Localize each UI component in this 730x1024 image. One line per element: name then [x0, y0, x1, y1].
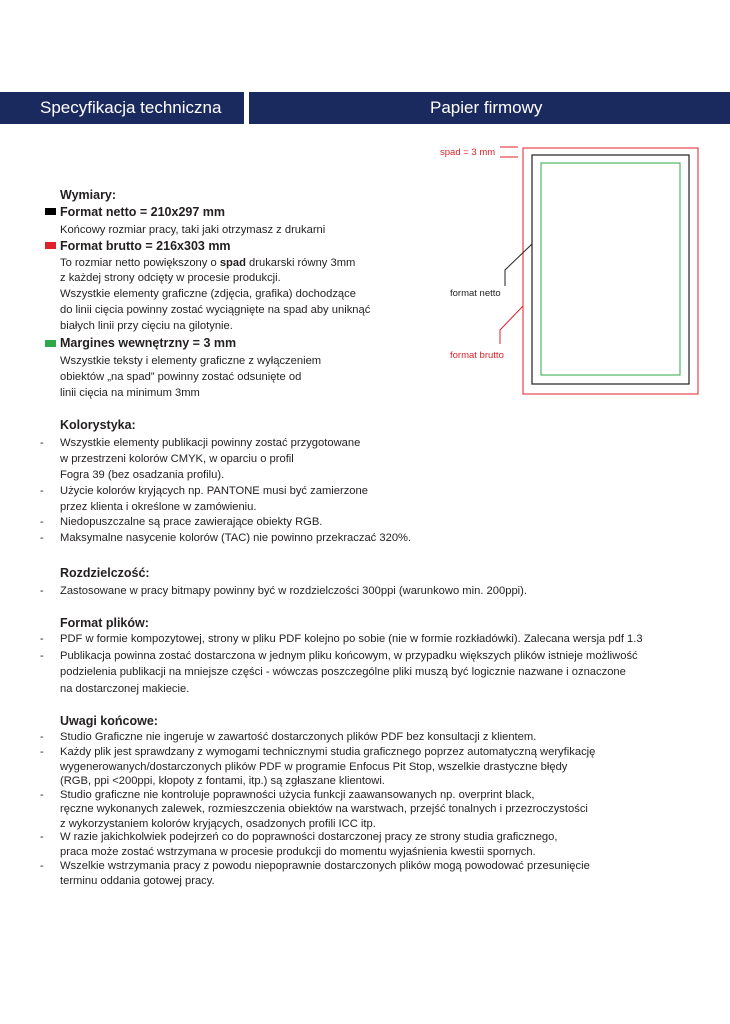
brutto-frame — [523, 148, 698, 394]
final-notes-heading: Uwagi końcowe: — [60, 714, 158, 728]
colors-heading: Kolorystyka: — [60, 418, 136, 432]
bullet: - — [40, 633, 44, 645]
file-format-item-2-line-3: na dostarczonej makiecie. — [60, 683, 190, 695]
netto-frame — [532, 155, 689, 384]
final-notes-item-3-line-3: z wykorzystaniem kolorów kryjących, osadzonych profili ICC itp. — [60, 818, 376, 830]
brutto-line-4: do linii cięcia powinny zostać wyciągnięte na spad aby uniknąć — [60, 304, 371, 316]
bullet: - — [40, 831, 44, 843]
file-format-item-2-line-1: Publikacja powinna zostać dostarczona w jednym pliku końcowym, w przypadku większych plików istnieje możliwość — [60, 650, 638, 662]
final-notes-item-3-line-2: ręczne wykonanych zalewek, rozmieszczenia obiektów na warstwach, przejść tonalnych i przezroczystości — [60, 803, 588, 815]
margin-title: Margines wewnętrzny = 3 mm — [60, 336, 237, 350]
final-notes-item-2-line-3: (RGB, ppi <200ppi, kłopoty z fontami, itp.) są zgłaszane klientowi. — [60, 775, 385, 787]
product-title: Papier firmowy — [430, 98, 543, 117]
margin-line-2: obiektów „na spad” powinny zostać odsunięte od — [60, 371, 302, 383]
final-notes-item-4-line-1: W razie jakichkolwiek podejrzeń co do poprawności dostarczonej pracy ze strony studia graficznego, — [60, 831, 558, 843]
margin-swatch — [45, 340, 56, 347]
spad-label: spad = 3 mm — [440, 147, 496, 158]
bullet: - — [40, 532, 44, 544]
brutto-pointer — [500, 306, 523, 344]
netto-swatch — [45, 208, 56, 215]
brutto-title: Format brutto = 216x303 mm — [60, 239, 231, 253]
colors-item-1-line-1: Wszystkie elementy publikacji powinny zostać przygotowane — [60, 437, 361, 449]
colors-item-2-line-1: Użycie kolorów kryjących np. PANTONE musi być zamierzone — [60, 485, 368, 497]
file-format-item-1: PDF w formie kompozytowej, strony w pliku PDF kolejno po sobie (nie w formie rozkładówki). Zalecana wersja pdf 1.3 — [60, 633, 643, 645]
bullet: - — [40, 437, 44, 449]
final-notes-item-3-line-1: Studio graficzne nie kontroluje poprawności użycia funkcji zaawansowanych np. overprint black, — [60, 789, 535, 801]
file-format-item-2-line-2: podzielenia publikacji na mniejsze części - wówczas poszczególne pliki muszą być logicznie nazwane i oznaczone — [60, 666, 626, 678]
netto-label: format netto — [450, 288, 501, 299]
final-notes-item-5-line-1: Wszelkie wstrzymania pracy z powodu niepoprawnie dostarczonych plików mogą powodować przesunięcie — [60, 860, 590, 872]
colors-item-3: Niedopuszczalne są prace zawierające obiekty RGB. — [60, 516, 323, 528]
colors-item-1-line-3: Fogra 39 (bez osadzania profilu). — [60, 469, 225, 481]
brutto-line-2: z każdej strony odcięty w procesie produkcji. — [60, 272, 281, 284]
bullet: - — [40, 650, 44, 662]
spad-term: spad — [219, 257, 246, 269]
colors-item-4: Maksymalne nasycenie kolorów (TAC) nie powinno przekraczać 320%. — [60, 532, 412, 544]
bullet: - — [40, 860, 44, 872]
dimensions-heading: Wymiary: — [60, 188, 117, 202]
netto-pointer — [505, 244, 532, 286]
margin-frame — [541, 163, 680, 375]
brutto-swatch — [45, 242, 56, 249]
brutto-line-3: Wszystkie elementy graficzne (zdjęcia, grafika) dochodzące — [60, 288, 356, 300]
margin-line-3: linii cięcia na minimum 3mm — [60, 387, 200, 399]
resolution-item-1: Zastosowane w pracy bitmapy powinny być w rozdzielczości 300ppi (warunkowo min. 200ppi). — [60, 585, 527, 597]
bullet: - — [40, 585, 44, 597]
netto-description: Końcowy rozmiar pracy, taki jaki otrzymasz z drukarni — [60, 224, 326, 236]
colors-item-1-line-2: w przestrzeni kolorów CMYK, w oparciu o profil — [60, 453, 294, 465]
netto-title: Format netto = 210x297 mm — [60, 205, 225, 219]
brutto-label: format brutto — [450, 350, 504, 361]
final-notes-item-1: Studio Graficzne nie ingeruje w zawartość dostarczonych plików PDF bez konsultacji z klientem. — [60, 731, 537, 743]
colors-item-2-line-2: przez klienta i określone w zamówieniu. — [60, 501, 257, 513]
bullet: - — [40, 516, 44, 528]
bullet: - — [40, 746, 44, 758]
bullet: - — [40, 485, 44, 497]
final-notes-item-4-line-2: praca może zostać wstrzymana w procesie produkcji do momentu wyjaśnienia kwestii spornych. — [60, 846, 536, 858]
bullet: - — [40, 731, 44, 743]
resolution-heading: Rozdzielczość: — [60, 566, 150, 580]
final-notes-item-2-line-2: wygenerowanych/dostarczonych plików PDF w programie Enfocus Pit Stop, wszelkie drastyczne błędy — [60, 761, 568, 773]
bullet: - — [40, 789, 44, 801]
final-notes-item-5-line-2: terminu oddania gotowej pracy. — [60, 875, 215, 887]
file-format-heading: Format plików: — [60, 616, 149, 630]
brutto-line-1: To rozmiar netto powiększony o spad drukarski równy 3mm — [60, 257, 356, 269]
section-title: Specyfikacja techniczna — [40, 98, 222, 117]
final-notes-item-2-line-1: Każdy plik jest sprawdzany z wymogami technicznymi studia graficznego poprzez automatyczną weryfikację — [60, 746, 596, 758]
margin-line-1: Wszystkie teksty i elementy graficzne z wyłączeniem — [60, 355, 322, 367]
brutto-line-5: białych linii przy cięciu na gilotynie. — [60, 320, 233, 332]
